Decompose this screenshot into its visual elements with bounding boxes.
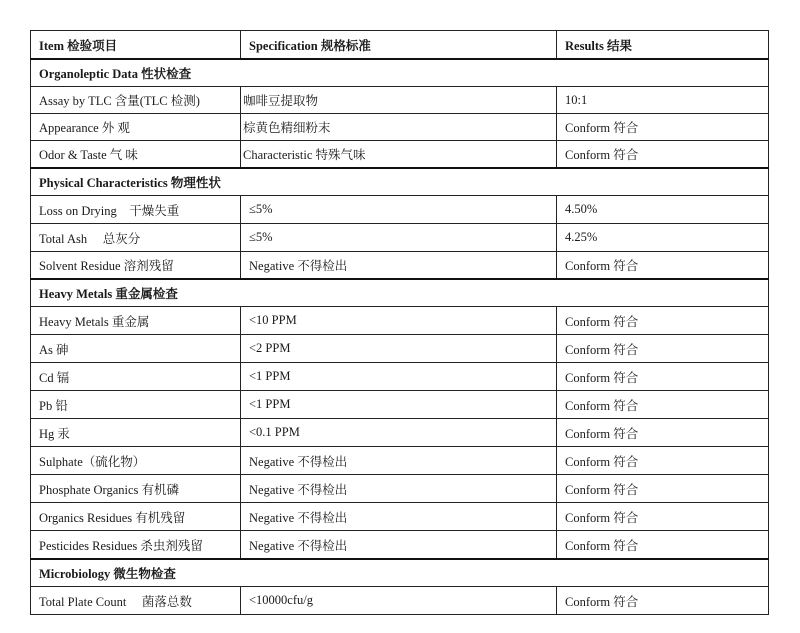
table-row (31, 447, 769, 475)
cell-spec: <10000cfu/g (241, 587, 557, 615)
cell-result: Conform 符合 (557, 363, 769, 391)
coa-document (30, 30, 768, 615)
cell-result: Conform 符合 (557, 114, 769, 141)
cell-item: Total Plate Count 菌落总数 (31, 587, 241, 615)
cell-result: Conform 符合 (557, 335, 769, 363)
cell-item: Assay by TLC 含量(TLC 检测) (31, 87, 241, 114)
cell-spec: Characteristic 特殊气味 (241, 141, 557, 169)
section-header-heavy-metals (31, 279, 769, 307)
cell-spec: <2 PPM (241, 335, 557, 363)
cell-result: Conform 符合 (557, 141, 769, 169)
section-header-physical (31, 168, 769, 196)
table-row (31, 141, 769, 169)
cell-spec: Negative 不得检出 (241, 475, 557, 503)
cell-item: Odor & Taste 气 味 (31, 141, 241, 169)
section-title: Physical Characteristics 物理性状 (31, 168, 769, 196)
cell-result: 4.50% (557, 196, 769, 224)
section-title: Microbiology 微生物检查 (31, 559, 769, 587)
header-item: Item 检验项目 (31, 31, 241, 60)
cell-spec: Negative 不得检出 (241, 531, 557, 560)
cell-spec: 棕黄色精细粉末 (241, 114, 557, 141)
cell-item: Heavy Metals 重金属 (31, 307, 241, 335)
table-row (31, 252, 769, 280)
cell-result: Conform 符合 (557, 531, 769, 560)
header-specification: Specification 规格标准 (241, 31, 557, 60)
table-row (31, 114, 769, 141)
cell-spec: Negative 不得检出 (241, 447, 557, 475)
table-row (31, 196, 769, 224)
table-row (31, 335, 769, 363)
section-header-microbiology (31, 559, 769, 587)
cell-spec: <10 PPM (241, 307, 557, 335)
section-title: Organoleptic Data 性状检查 (31, 59, 769, 87)
cell-spec: Negative 不得检出 (241, 252, 557, 280)
table-row (31, 587, 769, 615)
cell-result: Conform 符合 (557, 419, 769, 447)
cell-spec: <1 PPM (241, 363, 557, 391)
cell-result: 4.25% (557, 224, 769, 252)
section-header-organoleptic (31, 59, 769, 87)
cell-spec: Negative 不得检出 (241, 503, 557, 531)
table-row (31, 419, 769, 447)
cell-item: Appearance 外 观 (31, 114, 241, 141)
cell-item: Phosphate Organics 有机磷 (31, 475, 241, 503)
cell-item: Total Ash 总灰分 (31, 224, 241, 252)
cell-item: Organics Residues 有机残留 (31, 503, 241, 531)
cell-item: Hg 汞 (31, 419, 241, 447)
table-row (31, 531, 769, 560)
cell-item: Solvent Residue 溶剂残留 (31, 252, 241, 280)
cell-item: Sulphate（硫化物） (31, 447, 241, 475)
table-row (31, 363, 769, 391)
table-header-row (31, 31, 769, 60)
table-row (31, 307, 769, 335)
cell-spec: <0.1 PPM (241, 419, 557, 447)
table-row (31, 391, 769, 419)
table-row (31, 224, 769, 252)
cell-result: Conform 符合 (557, 447, 769, 475)
cell-spec: ≤5% (241, 196, 557, 224)
cell-result: Conform 符合 (557, 252, 769, 280)
cell-result: Conform 符合 (557, 475, 769, 503)
cell-spec: 咖啡豆提取物 (241, 87, 557, 114)
cell-result: Conform 符合 (557, 587, 769, 615)
cell-item: As 砷 (31, 335, 241, 363)
cell-item: Loss on Drying 干燥失重 (31, 196, 241, 224)
specification-table (30, 30, 769, 615)
cell-item: Pesticides Residues 杀虫剂残留 (31, 531, 241, 560)
cell-result: 10:1 (557, 87, 769, 114)
cell-item: Pb 铅 (31, 391, 241, 419)
table-row (31, 503, 769, 531)
cell-spec: <1 PPM (241, 391, 557, 419)
cell-spec: ≤5% (241, 224, 557, 252)
cell-result: Conform 符合 (557, 307, 769, 335)
table-row (31, 475, 769, 503)
cell-result: Conform 符合 (557, 391, 769, 419)
cell-item: Cd 镉 (31, 363, 241, 391)
table-row (31, 87, 769, 114)
cell-result: Conform 符合 (557, 503, 769, 531)
section-title: Heavy Metals 重金属检查 (31, 279, 769, 307)
header-results: Results 结果 (557, 31, 769, 60)
